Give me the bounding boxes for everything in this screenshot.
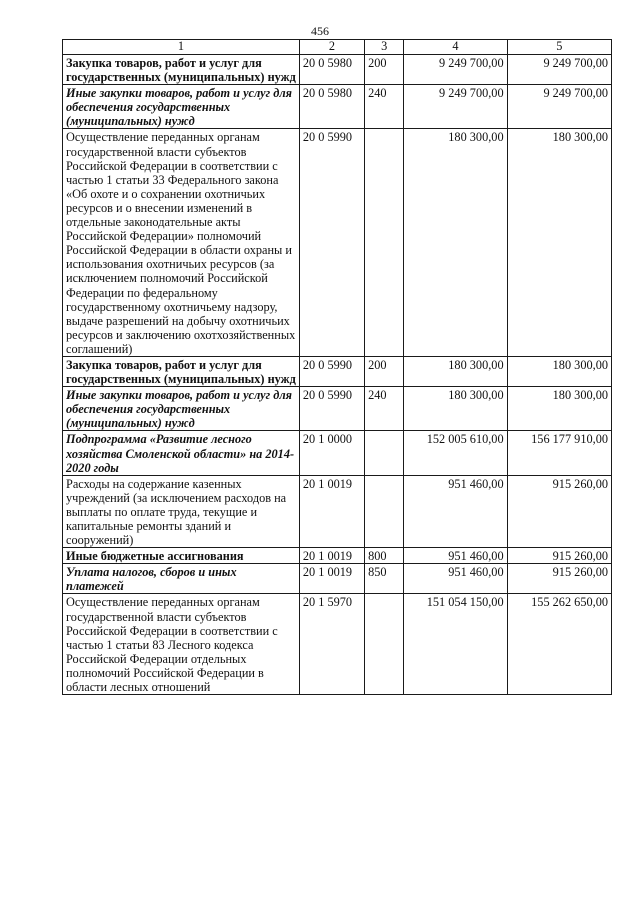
header-col-4: 4 — [404, 40, 507, 55]
table-row — [63, 387, 612, 431]
row-code: 20 1 0019 — [299, 475, 364, 547]
row-name: Иные бюджетные ассигнования — [63, 548, 300, 564]
table-row — [63, 475, 612, 547]
table-header — [63, 40, 612, 55]
table-row — [63, 594, 612, 695]
table-row — [63, 55, 612, 85]
row-type — [365, 431, 404, 475]
row-amount-col4: 152 005 610,00 — [404, 431, 507, 475]
row-amount-col4: 951 460,00 — [404, 475, 507, 547]
row-amount-col5: 9 249 700,00 — [507, 85, 611, 129]
row-type: 240 — [365, 85, 404, 129]
budget-table — [62, 39, 612, 695]
row-code: 20 0 5980 — [299, 85, 364, 129]
row-amount-col5: 180 300,00 — [507, 129, 611, 357]
row-type — [365, 475, 404, 547]
row-code: 20 0 5990 — [299, 129, 364, 357]
row-amount-col5: 915 260,00 — [507, 564, 611, 594]
row-amount-col4: 9 249 700,00 — [404, 55, 507, 85]
row-type: 800 — [365, 548, 404, 564]
row-name: Закупка товаров, работ и услуг для государственных (муниципальных) нужд — [63, 356, 300, 386]
row-code: 20 1 0019 — [299, 548, 364, 564]
table-row — [63, 564, 612, 594]
row-code: 20 1 0019 — [299, 564, 364, 594]
row-amount-col5: 180 300,00 — [507, 356, 611, 386]
row-type: 850 — [365, 564, 404, 594]
row-amount-col4: 180 300,00 — [404, 356, 507, 386]
row-amount-col5: 156 177 910,00 — [507, 431, 611, 475]
row-amount-col4: 151 054 150,00 — [404, 594, 507, 695]
row-name: Иные закупки товаров, работ и услуг для обеспечения государственных (муниципальных) нужд — [63, 387, 300, 431]
row-code: 20 0 5980 — [299, 55, 364, 85]
row-code: 20 0 5990 — [299, 356, 364, 386]
table-row — [63, 431, 612, 475]
header-row — [63, 40, 612, 55]
row-name: Закупка товаров, работ и услуг для государственных (муниципальных) нужд — [63, 55, 300, 85]
row-type: 240 — [365, 387, 404, 431]
row-amount-col4: 951 460,00 — [404, 564, 507, 594]
row-amount-col5: 155 262 650,00 — [507, 594, 611, 695]
row-name: Уплата налогов, сборов и иных платежей — [63, 564, 300, 594]
row-name: Иные закупки товаров, работ и услуг для обеспечения государственных (муниципальных) нужд — [63, 85, 300, 129]
table-row — [63, 129, 612, 357]
row-name: Расходы на содержание казенных учреждений (за исключением расходов на выплаты по оплате труда, текущие и капитальные ремонты зданий и сооружений) — [63, 475, 300, 547]
table-row — [63, 548, 612, 564]
table-row — [63, 85, 612, 129]
row-amount-col5: 9 249 700,00 — [507, 55, 611, 85]
row-code: 20 1 5970 — [299, 594, 364, 695]
row-amount-col5: 915 260,00 — [507, 475, 611, 547]
row-type — [365, 129, 404, 357]
page-number: 456 — [311, 24, 329, 38]
row-name: Осуществление переданных органам государственной власти субъектов Российской Федерации в соответствии с частью 1 статьи 33 Федерального закона «Об охоте и о сохранении охотничьих ресурсов и о внесении изменений в отдельные законодательные акты Российской Федерации» полномочий Российской Федерации в области охраны и использования охотничьих ресурсов (за исключением полномочий Российской Федерации по федеральному государственному охотничьему надзору, выдаче разрешений на добычу охотничьих ресурсов и заключению охотхозяйственных соглашений) — [63, 129, 300, 357]
row-name: Осуществление переданных органам государственной власти субъектов Российской Федерации в соответствии с частью 1 статьи 83 Лесного кодекса Российской Федерации отдельных полномочий Российской Федерации в области лесных отношений — [63, 594, 300, 695]
row-amount-col4: 180 300,00 — [404, 387, 507, 431]
header-col-1: 1 — [63, 40, 300, 55]
table-body — [63, 55, 612, 695]
row-type: 200 — [365, 356, 404, 386]
row-type: 200 — [365, 55, 404, 85]
row-name: Подпрограмма «Развитие лесного хозяйства Смоленской области» на 2014-2020 годы — [63, 431, 300, 475]
table-row — [63, 356, 612, 386]
header-col-5: 5 — [507, 40, 611, 55]
row-amount-col5: 915 260,00 — [507, 548, 611, 564]
row-code: 20 1 0000 — [299, 431, 364, 475]
row-amount-col4: 951 460,00 — [404, 548, 507, 564]
header-col-2: 2 — [299, 40, 364, 55]
row-type — [365, 594, 404, 695]
row-code: 20 0 5990 — [299, 387, 364, 431]
row-amount-col5: 180 300,00 — [507, 387, 611, 431]
row-amount-col4: 9 249 700,00 — [404, 85, 507, 129]
header-col-3: 3 — [365, 40, 404, 55]
row-amount-col4: 180 300,00 — [404, 129, 507, 357]
